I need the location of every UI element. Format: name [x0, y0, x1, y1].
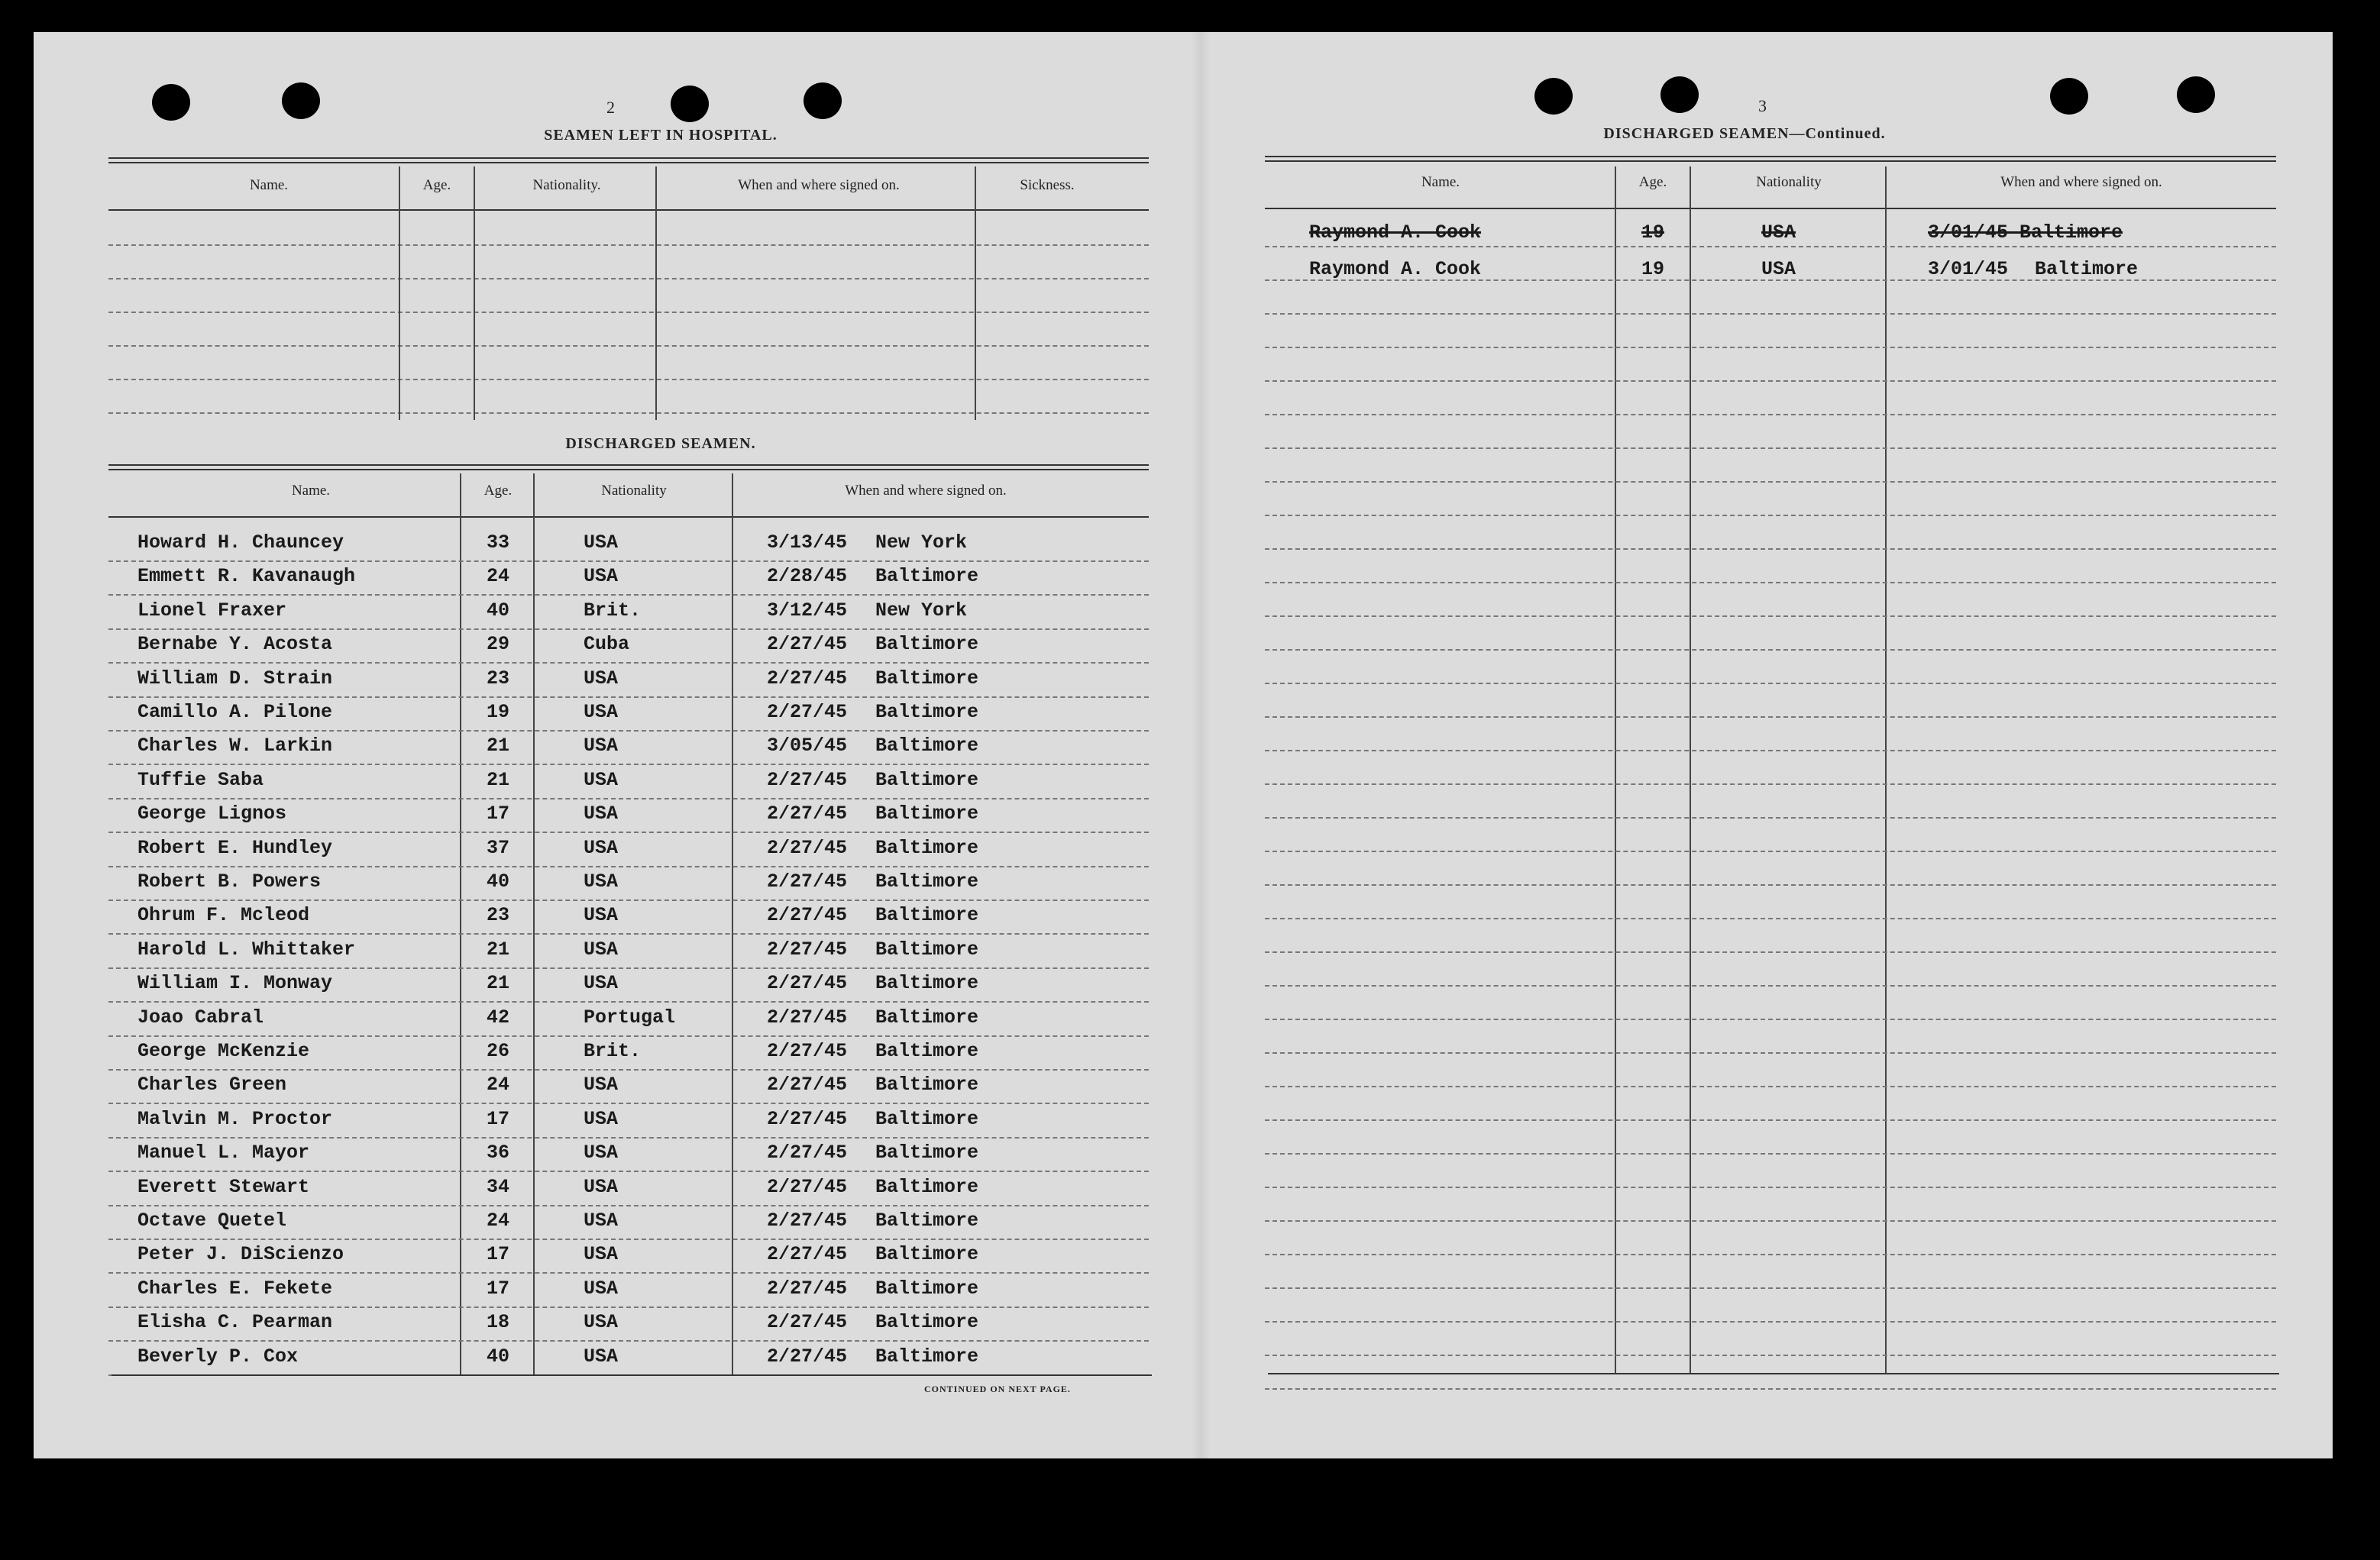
discharged-bottom-rule — [112, 1374, 1152, 1376]
seaman-name: Camillo A. Pilone — [137, 701, 333, 723]
right-row-line — [1265, 817, 2276, 819]
seaman-signed-place: Baltimore — [875, 1175, 979, 1198]
hospital-header-age: Age. — [422, 177, 451, 193]
seaman-name: Howard H. Chauncey — [137, 531, 344, 554]
binder-hole — [282, 82, 320, 119]
seaman-signed-place: New York — [875, 599, 968, 622]
struck-name: Raymond A. Cook — [1309, 221, 1482, 244]
hospital-header-rule — [108, 209, 1149, 211]
right-row-line — [1265, 447, 2276, 449]
seaman-name: William D. Strain — [137, 667, 333, 690]
right-row-line — [1265, 515, 2276, 516]
seaman-nationality: USA — [584, 1243, 619, 1266]
seaman-signed-place: Baltimore — [875, 1210, 979, 1232]
document-sheet — [34, 32, 2333, 1458]
seaman-age: 24 — [486, 1074, 509, 1097]
seaman-name: Joao Cabral — [137, 1006, 264, 1029]
discharged-header-nationality: Nationality — [601, 483, 667, 499]
seaman-signed-date: 2/27/45 — [767, 1311, 848, 1334]
table-row-line — [108, 866, 1149, 867]
seaman-age: 19 — [1641, 258, 1664, 280]
table-row-line — [108, 1205, 1149, 1206]
left-page-number: 2 — [606, 98, 615, 117]
seaman-nationality: USA — [584, 803, 619, 825]
hospital-row-line — [108, 244, 1149, 246]
seaman-signed-date: 2/27/45 — [767, 1006, 848, 1029]
seaman-age: 17 — [486, 1107, 509, 1130]
table-row-line — [108, 798, 1149, 799]
seaman-signed-date: 2/27/45 — [767, 633, 848, 656]
seaman-nationality: USA — [584, 972, 619, 995]
seaman-age: 42 — [486, 1006, 509, 1029]
binder-hole — [2177, 76, 2215, 113]
seaman-name: Charles E. Fekete — [137, 1277, 333, 1300]
seaman-age: 37 — [486, 836, 509, 859]
seaman-nationality: USA — [584, 1107, 619, 1130]
seaman-nationality: Cuba — [584, 633, 630, 656]
table-row-line — [108, 594, 1149, 596]
discharged-header-rule — [108, 516, 1149, 518]
binder-hole — [804, 82, 842, 119]
right-row-line — [1265, 1086, 2276, 1087]
seaman-nationality: Brit. — [584, 1040, 642, 1062]
seaman-age: 26 — [486, 1040, 509, 1062]
right-row-line — [1265, 414, 2276, 415]
seaman-signed-place: Baltimore — [875, 1311, 979, 1334]
table-row-line — [108, 764, 1149, 765]
continued-note: CONTINUED ON NEXT PAGE. — [924, 1384, 1071, 1394]
hospital-row-line — [108, 379, 1149, 380]
seaman-signed-date: 3/12/45 — [767, 599, 848, 622]
hospital-col-divider — [655, 166, 657, 420]
seaman-name: Malvin M. Proctor — [137, 1107, 333, 1130]
right-row-line — [1265, 851, 2276, 852]
discharged-section-title: DISCHARGED SEAMEN. — [565, 435, 756, 452]
seaman-signed-date: 2/27/45 — [767, 1243, 848, 1266]
seaman-signed-date: 2/27/45 — [767, 1277, 848, 1300]
seaman-signed-place: Baltimore — [875, 1074, 979, 1097]
seaman-age: 40 — [486, 1345, 509, 1368]
right-row-line — [1265, 918, 2276, 919]
hospital-header-sickness: Sickness. — [1020, 177, 1075, 193]
seaman-nationality: USA — [584, 870, 619, 893]
seaman-name: Peter J. DiScienzo — [137, 1243, 344, 1266]
right-row-line — [1265, 1187, 2276, 1188]
binder-hole — [1534, 78, 1573, 115]
seaman-signed-place: Baltimore — [875, 1142, 979, 1164]
seaman-age: 40 — [486, 870, 509, 893]
seaman-name: Tuffie Saba — [137, 768, 264, 791]
seaman-age: 17 — [486, 1243, 509, 1266]
seaman-name: Manuel L. Mayor — [137, 1142, 310, 1164]
seaman-signed-place: Baltimore — [875, 701, 979, 723]
right-row-line — [1265, 1287, 2276, 1289]
table-row-line — [108, 1137, 1149, 1139]
seaman-nationality: USA — [584, 1142, 619, 1164]
right-header-name: Name. — [1421, 174, 1460, 190]
table-row-line — [108, 1103, 1149, 1104]
seaman-nationality: USA — [584, 938, 619, 961]
seaman-signed-date: 2/27/45 — [767, 1345, 848, 1368]
seaman-signed-place: Baltimore — [2035, 258, 2139, 280]
discharged-header-name: Name. — [291, 483, 331, 499]
table-row-line — [108, 1272, 1149, 1274]
seaman-signed-date: 2/27/45 — [767, 1040, 848, 1062]
seaman-signed-date: 2/27/45 — [767, 904, 848, 927]
hospital-row-line — [108, 278, 1149, 279]
seaman-signed-date: 3/05/45 — [767, 735, 848, 757]
seaman-signed-date: 2/27/45 — [767, 836, 848, 859]
seaman-signed-date: 2/27/45 — [767, 1142, 848, 1164]
right-header-age: Age. — [1638, 174, 1667, 190]
seaman-signed-place: Baltimore — [875, 938, 979, 961]
table-row-line — [108, 628, 1149, 630]
seaman-age: 19 — [486, 701, 509, 723]
seaman-signed-place: Baltimore — [875, 836, 979, 859]
seaman-name: Robert B. Powers — [137, 870, 322, 893]
seaman-age: 23 — [486, 904, 509, 927]
seaman-name: Robert E. Hundley — [137, 836, 333, 859]
right-row-line — [1265, 1254, 2276, 1255]
seaman-age: 23 — [486, 667, 509, 690]
seaman-name: Harold L. Whittaker — [137, 938, 356, 961]
right-row-line — [1265, 380, 2276, 382]
table-row-line — [108, 696, 1149, 698]
seaman-nationality: Brit. — [584, 599, 642, 622]
seaman-name: George McKenzie — [137, 1040, 310, 1062]
seaman-signed-date: 2/27/45 — [767, 972, 848, 995]
seaman-signed-date: 2/27/45 — [767, 803, 848, 825]
right-row-line — [1265, 951, 2276, 953]
right-row-line — [1265, 1220, 2276, 1222]
right-row-line — [1265, 1355, 2276, 1356]
table-row-line — [108, 900, 1149, 901]
right-row-line — [1265, 313, 2276, 315]
binder-hole — [671, 86, 709, 122]
binder-hole — [2050, 78, 2088, 115]
seaman-signed-date: 2/27/45 — [767, 1210, 848, 1232]
hospital-col-divider — [399, 166, 400, 420]
binder-hole — [1661, 76, 1699, 113]
seaman-signed-date: 3/01/45 — [1928, 258, 2009, 280]
seaman-age: 21 — [486, 938, 509, 961]
seaman-signed-place: Baltimore — [875, 803, 979, 825]
right-row-line — [1265, 548, 2276, 550]
right-row-line — [1265, 615, 2276, 617]
seaman-age: 21 — [486, 735, 509, 757]
seaman-signed-place: Baltimore — [875, 565, 979, 588]
seaman-nationality: USA — [584, 1311, 619, 1334]
struck-signed-on: 3/01/45 Baltimore — [1928, 221, 2123, 244]
table-row-line — [108, 1069, 1149, 1071]
seaman-nationality: USA — [584, 1345, 619, 1368]
hospital-header-signed-on: When and where signed on. — [738, 177, 900, 193]
right-row-line — [1265, 1119, 2276, 1121]
seaman-name: Ohrum F. Mcleod — [137, 904, 310, 927]
seaman-age: 17 — [486, 1277, 509, 1300]
seaman-age: 33 — [486, 531, 509, 554]
hospital-row-line — [108, 312, 1149, 313]
right-row-line — [1265, 750, 2276, 751]
seaman-signed-place: Baltimore — [875, 904, 979, 927]
seaman-signed-date: 3/13/45 — [767, 531, 848, 554]
seaman-name: Elisha C. Pearman — [137, 1311, 333, 1334]
right-row-line — [1265, 347, 2276, 348]
seaman-name: Bernabe Y. Acosta — [137, 633, 333, 656]
seaman-nationality: USA — [584, 701, 619, 723]
table-row-line — [108, 933, 1149, 935]
seaman-name: William I. Monway — [137, 972, 333, 995]
table-row-line — [108, 1239, 1149, 1240]
seaman-age: 18 — [486, 1311, 509, 1334]
seaman-signed-place: New York — [875, 531, 968, 554]
seaman-signed-place: Baltimore — [875, 1243, 979, 1266]
seaman-age: 36 — [486, 1142, 509, 1164]
seaman-nationality: USA — [584, 1210, 619, 1232]
seaman-nationality: USA — [584, 1277, 619, 1300]
table-row-line — [108, 1001, 1149, 1003]
seaman-signed-place: Baltimore — [875, 1277, 979, 1300]
right-row-line — [1265, 649, 2276, 651]
seaman-name: Charles Green — [137, 1074, 287, 1097]
table-row-line — [108, 1340, 1149, 1342]
seaman-signed-date: 2/27/45 — [767, 701, 848, 723]
seaman-signed-date: 2/28/45 — [767, 565, 848, 588]
right-row-line — [1265, 783, 2276, 785]
seaman-nationality: USA — [584, 667, 619, 690]
hospital-header-name: Name. — [249, 177, 289, 193]
seaman-signed-date: 2/27/45 — [767, 870, 848, 893]
seaman-nationality: Portugal — [584, 1006, 676, 1029]
struck-age: 19 — [1641, 221, 1664, 244]
seaman-nationality: USA — [584, 1074, 619, 1097]
seaman-nationality: USA — [1761, 258, 1796, 280]
right-row-line — [1265, 683, 2276, 684]
seaman-signed-place: Baltimore — [875, 1040, 979, 1062]
seaman-name: Lionel Fraxer — [137, 599, 287, 622]
seaman-name: Beverly P. Cox — [137, 1345, 299, 1368]
seaman-nationality: USA — [584, 531, 619, 554]
right-row-line — [1265, 716, 2276, 718]
seaman-nationality: USA — [584, 565, 619, 588]
seaman-name: Emmett R. Kavanaugh — [137, 565, 356, 588]
table-row-line — [108, 1306, 1149, 1308]
right-section-title: DISCHARGED SEAMEN—Continued. — [1603, 125, 1886, 142]
seaman-age: 40 — [486, 599, 509, 622]
struck-nationality: USA — [1761, 221, 1796, 244]
seaman-name: Charles W. Larkin — [137, 735, 333, 757]
table-row-line — [108, 662, 1149, 664]
right-row-line — [1265, 1153, 2276, 1155]
seaman-age: 17 — [486, 803, 509, 825]
seaman-signed-date: 2/27/45 — [767, 768, 848, 791]
table-row-line — [108, 730, 1149, 732]
table-row-line — [108, 1035, 1149, 1037]
right-page-number: 3 — [1758, 96, 1767, 115]
right-top-rule — [1265, 156, 2276, 162]
seaman-signed-place: Baltimore — [875, 1006, 979, 1029]
seaman-age: 21 — [486, 768, 509, 791]
seaman-age: 24 — [486, 1210, 509, 1232]
seaman-signed-date: 2/27/45 — [767, 938, 848, 961]
seaman-signed-date: 2/27/45 — [767, 667, 848, 690]
seaman-signed-place: Baltimore — [875, 768, 979, 791]
discharged-header-signed-on: When and where signed on. — [845, 483, 1007, 499]
table-row-line — [108, 832, 1149, 833]
hospital-col-divider — [975, 166, 976, 420]
seaman-signed-date: 2/27/45 — [767, 1074, 848, 1097]
seaman-nationality: USA — [584, 735, 619, 757]
right-row-line — [1265, 582, 2276, 583]
seaman-signed-place: Baltimore — [875, 1107, 979, 1130]
seaman-age: 24 — [486, 565, 509, 588]
seaman-nationality: USA — [584, 904, 619, 927]
seaman-signed-place: Baltimore — [875, 735, 979, 757]
seaman-age: 21 — [486, 972, 509, 995]
hospital-header-nationality: Nationality. — [532, 177, 601, 193]
right-row-line — [1265, 246, 2276, 247]
right-row-line — [1265, 985, 2276, 987]
table-row-line — [108, 1171, 1149, 1172]
seaman-signed-date: 2/27/45 — [767, 1175, 848, 1198]
seaman-name: Octave Quetel — [137, 1210, 287, 1232]
seaman-name: Raymond A. Cook — [1309, 258, 1482, 280]
seaman-signed-place: Baltimore — [875, 667, 979, 690]
table-row-line — [108, 967, 1149, 969]
hospital-row-line — [108, 412, 1149, 414]
discharged-header-age: Age. — [483, 483, 513, 499]
seaman-age: 29 — [486, 633, 509, 656]
hospital-row-line — [108, 345, 1149, 347]
right-bottom-rule — [1268, 1373, 2279, 1374]
page-fold — [1192, 32, 1210, 1458]
seaman-signed-place: Baltimore — [875, 972, 979, 995]
right-row-line — [1265, 1321, 2276, 1323]
discharged-top-rule — [108, 464, 1149, 470]
hospital-top-rule — [108, 157, 1149, 163]
seaman-signed-place: Baltimore — [875, 1345, 979, 1368]
right-row-line — [1265, 1052, 2276, 1054]
binder-hole — [152, 84, 190, 121]
hospital-section-title: SEAMEN LEFT IN HOSPITAL. — [544, 127, 778, 144]
hospital-col-divider — [474, 166, 475, 420]
seaman-nationality: USA — [584, 1175, 619, 1198]
right-row-line — [1265, 1019, 2276, 1020]
seaman-signed-place: Baltimore — [875, 633, 979, 656]
table-row-line — [108, 560, 1149, 562]
seaman-name: Everett Stewart — [137, 1175, 310, 1198]
right-header-rule — [1265, 208, 2276, 209]
right-header-signed-on: When and where signed on. — [2000, 174, 2162, 190]
right-row-line — [1265, 481, 2276, 483]
seaman-signed-date: 2/27/45 — [767, 1107, 848, 1130]
right-header-nationality: Nationality — [1756, 174, 1822, 190]
seaman-signed-place: Baltimore — [875, 870, 979, 893]
right-row-line — [1265, 1388, 2276, 1390]
right-row-line — [1265, 884, 2276, 886]
seaman-nationality: USA — [584, 836, 619, 859]
seaman-name: George Lignos — [137, 803, 287, 825]
seaman-age: 34 — [486, 1175, 509, 1198]
seaman-nationality: USA — [584, 768, 619, 791]
